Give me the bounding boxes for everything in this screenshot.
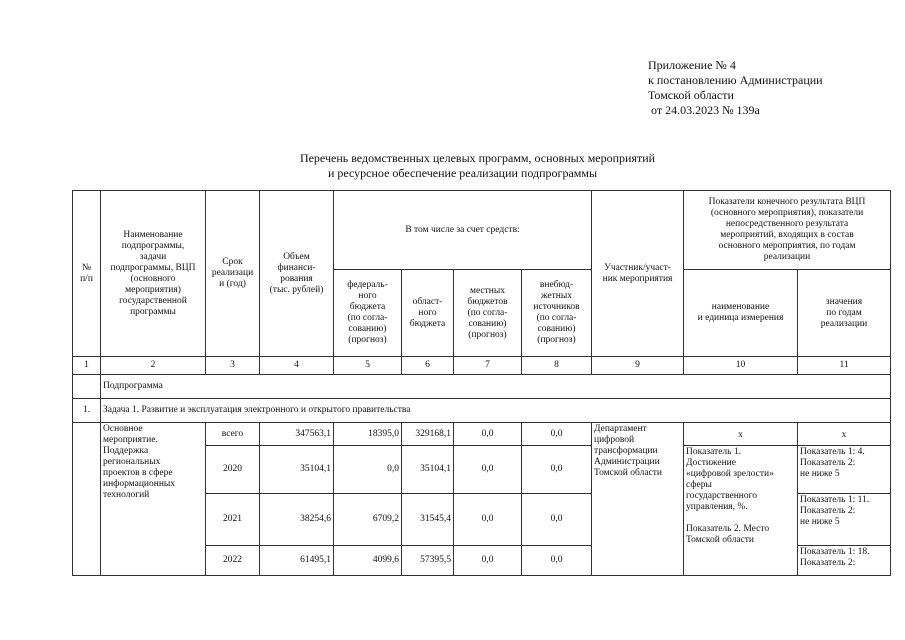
header-volume: Объем финанси- рования (тыс. рублей) <box>260 191 334 357</box>
row-regional: 329168,1 <box>402 423 454 446</box>
document-title <box>0 151 905 181</box>
column-number-row <box>73 357 891 375</box>
col-num-2: 2 <box>101 357 206 375</box>
col-num-7: 7 <box>454 357 522 375</box>
appendix-line-3: Томской области <box>648 88 734 102</box>
col-num-9: 9 <box>592 357 684 375</box>
subprogram-row <box>73 375 891 399</box>
appendix-line-1: Приложение № 4 <box>648 58 736 72</box>
row-regional: 35104,1 <box>402 446 454 494</box>
header-including: В том числе за счет средств: <box>334 191 592 270</box>
row-regional: 57395,5 <box>402 546 454 576</box>
row-offbudget: 0,0 <box>522 446 592 494</box>
row-total: 35104,1 <box>260 446 334 494</box>
activity-num-cell <box>73 423 101 576</box>
appendix-line-4: от 24.03.2023 № 139а <box>651 103 760 117</box>
row-year: 2022 <box>206 546 260 576</box>
col-num-6: 6 <box>402 357 454 375</box>
header-regional: област- ного бюджета <box>402 270 454 357</box>
header-ind-values: значения по годам реализации <box>798 270 891 357</box>
row-local: 0,0 <box>454 423 522 446</box>
col-num-1: 1 <box>73 357 101 375</box>
total-ind-values: х <box>798 423 891 446</box>
row-offbudget: 0,0 <box>522 546 592 576</box>
header-offbudget: внебюд- жетных источников (по согла- сованию) (прогноз) <box>522 270 592 357</box>
header-term: Срок реализаци и (год) <box>206 191 260 357</box>
header-ind-name: наименование и единица измерения <box>684 270 798 357</box>
indicator-values-2022: Показатель 1: 18. Показатель 2: <box>798 546 891 576</box>
row-federal: 18395,0 <box>334 423 402 446</box>
row-federal: 0,0 <box>334 446 402 494</box>
indicator-values-2020: Показатель 1: 4. Показатель 2: не ниже 5 <box>798 446 891 494</box>
row-offbudget: 0,0 <box>522 423 592 446</box>
activity-row-total <box>73 423 891 446</box>
col-num-3: 3 <box>206 357 260 375</box>
header-indicators: Показатели конечного результата ВЦП (основного мероприятия), показатели непосредственного результата мероприятий, входящих в состав основного мероприятия, по годам реализации <box>684 191 891 270</box>
header-name: Наименование подпрограммы, задачи подпрограммы, ВЦП (основного мероприятия) государственной программы <box>101 191 206 357</box>
col-num-8: 8 <box>522 357 592 375</box>
row-year: 2021 <box>206 494 260 546</box>
activity-name: Основное мероприятие. Поддержка региональных проектов в сфере информационных технологий <box>101 423 206 576</box>
row-total: 347563,1 <box>260 423 334 446</box>
row-local: 0,0 <box>454 446 522 494</box>
row-total: 38254,6 <box>260 494 334 546</box>
title-line-2: и ресурсное обеспечение реализации подпрограммы <box>327 166 598 180</box>
appendix-header <box>648 58 823 118</box>
task-number: 1. <box>73 399 101 423</box>
row-federal: 6709,2 <box>334 494 402 546</box>
appendix-line-2: к постановлению Администрации <box>648 73 823 87</box>
col-num-5: 5 <box>334 357 402 375</box>
header-federal: федераль- ного бюджета (по согла- сованию) (прогноз) <box>334 270 402 357</box>
row-total: 61495,1 <box>260 546 334 576</box>
col-num-11: 11 <box>798 357 891 375</box>
header-row-1 <box>73 191 891 270</box>
row-regional: 31545,4 <box>402 494 454 546</box>
row-year: всего <box>206 423 260 446</box>
task-row <box>73 399 891 423</box>
row-offbudget: 0,0 <box>522 494 592 546</box>
indicator-values-2021: Показатель 1: 11. Показатель 2: не ниже 5 <box>798 494 891 546</box>
row-local: 0,0 <box>454 494 522 546</box>
task-label: Задача 1. Развитие и эксплуатация электронного и открытого правительства <box>101 399 891 423</box>
header-participant: Участник/участ- ник мероприятия <box>592 191 684 357</box>
subprogram-num-cell <box>73 375 101 399</box>
header-local: местных бюджетов (по согла- сованию) (прогноз) <box>454 270 522 357</box>
total-ind-name: х <box>684 423 798 446</box>
row-local: 0,0 <box>454 546 522 576</box>
subprogram-label: Подпрограмма <box>101 375 891 399</box>
row-year: 2020 <box>206 446 260 494</box>
col-num-10: 10 <box>684 357 798 375</box>
program-table <box>72 190 891 576</box>
indicator-description: Показатель 1. Достижение «цифровой зрелости» сферы государственного управления, %. Показатель 2. Место Томской области <box>684 446 798 576</box>
header-no: № п/п <box>73 191 101 357</box>
title-line-1: Перечень ведомственных целевых программ, основных мероприятий <box>299 151 656 165</box>
col-num-4: 4 <box>260 357 334 375</box>
row-federal: 4099,6 <box>334 546 402 576</box>
activity-participant: Департамент цифровой трансформации Администрации Томской области <box>592 423 684 576</box>
